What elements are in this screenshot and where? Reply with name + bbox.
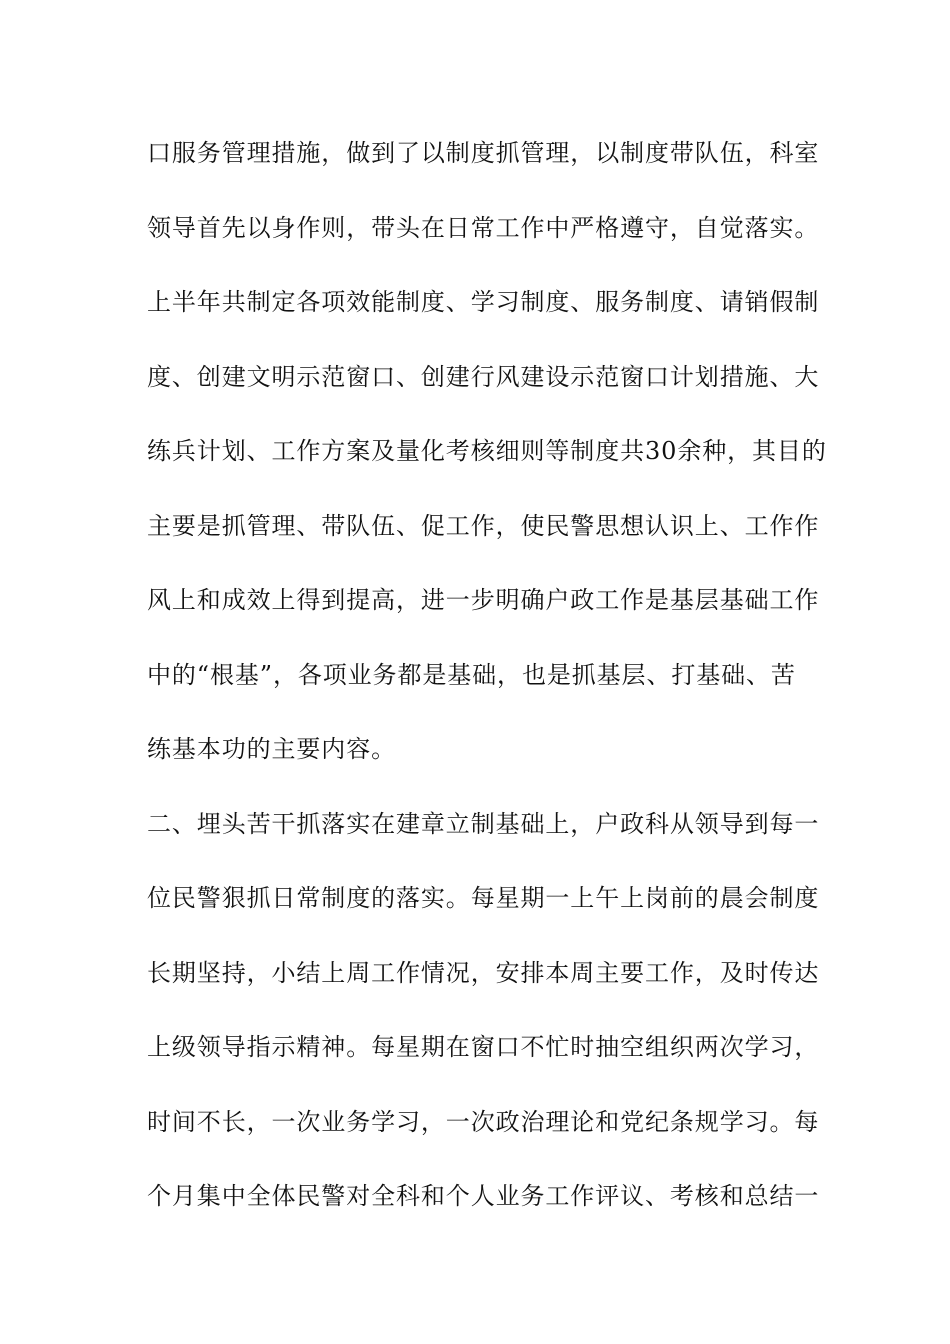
text-line: 二、埋头苦干抓落实在建章立制基础上，户政科从领导到每一 xyxy=(147,809,820,838)
text-line: 练基本功的主要内容。 xyxy=(147,735,396,763)
text-line: 主要是抓管理、带队伍、促工作，使民警思想认识上、工作作 xyxy=(147,511,820,540)
text-line: 上级领导指示精神。每星期在窗口不忙时抽空组织两次学习， xyxy=(147,1033,820,1061)
text-line: 领导首先以身作则，带头在日常工作中严格遵守，自觉落实。 xyxy=(147,213,820,242)
text-line: 风上和成效上得到提高，进一步明确户政工作是基层基础工作 xyxy=(147,586,820,614)
text-line: 位民警狠抓日常制度的落实。每星期一上午上岗前的晨会制度 xyxy=(147,884,820,912)
text-line: 长期坚持，小结上周工作情况，安排本周主要工作，及时传达 xyxy=(147,958,820,987)
text-line: 度、创建文明示范窗口、创建行风建设示范窗口计划措施、大 xyxy=(147,362,820,391)
text-line: 时间不长，一次业务学习，一次政治理论和党纪条规学习。每 xyxy=(147,1107,820,1136)
body-text xyxy=(147,133,827,1251)
text-line: 个月集中全体民警对全科和个人业务工作评议、考核和总结一 xyxy=(147,1182,820,1210)
text-line: 上半年共制定各项效能制度、学习制度、服务制度、请销假制 xyxy=(147,288,820,316)
text-line: 练兵计划、工作方案及量化考核细则等制度共30余种，其目的 xyxy=(147,437,827,465)
text-line: 口服务管理措施，做到了以制度抓管理，以制度带队伍，科室 xyxy=(147,139,820,167)
text-line: 中的“根基”，各项业务都是基础，也是抓基层、打基础、苦 xyxy=(147,660,796,689)
